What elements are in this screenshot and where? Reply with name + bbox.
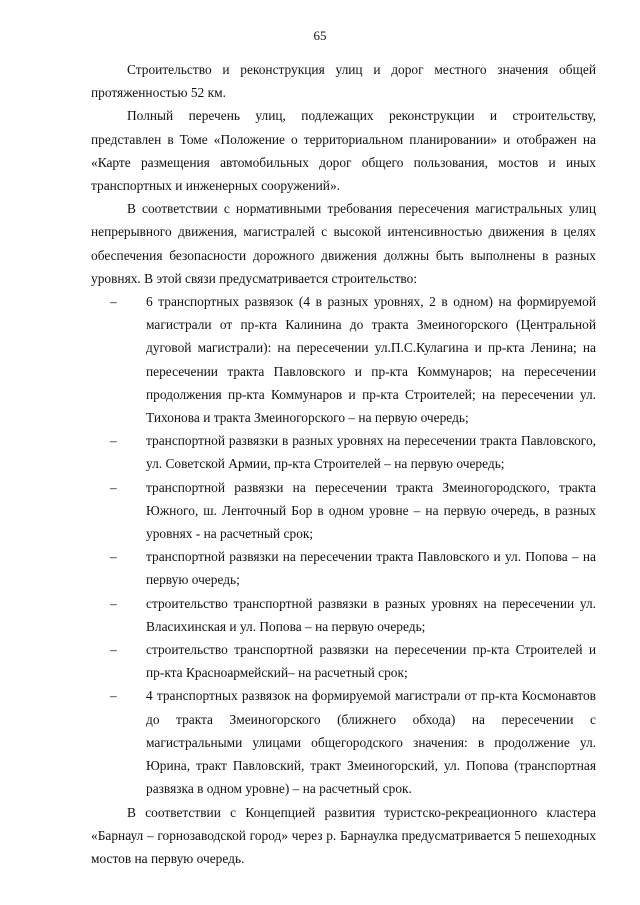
page-number: 65: [313, 28, 327, 43]
list-item: – 6 транспортных развязок (4 в разных уровнях, 2 в одном) на формируемой магистрали от пр-кта Калинина до тракта Змеиногорского (Центральной дуговой магистрали): на пересечении ул.П.С.Кулагина и пр-кта Ленина; на пересечении тракта Павловского и пр-кта Коммунаров; на пересечении продолжения пр-кта Коммунаров и пр-кта Строителей; на пересечении ул. Тихонова и тракта Змеиногорского – на первую очередь;: [146, 290, 596, 429]
list-item: – строительство транспортной развязки на пересечении пр-кта Строителей и пр-кта Красноармейский– на расчетный срок;: [146, 638, 596, 684]
list-item: – транспортной развязки на пересечении тракта Павловского и ул. Попова – на первую очередь;: [146, 545, 596, 591]
paragraph: Строительство и реконструкция улиц и дорог местного значения общей протяженностью 52 км.: [91, 62, 596, 101]
list-item: – строительство транспортной развязки в разных уровнях на пересечении ул. Власихинская и ул. Попова – на первую очередь;: [146, 592, 596, 638]
construction-list: [91, 290, 596, 800]
paragraph: В соответствии с Концепцией развития туристско-рекреационного кластера «Барнаул – горнозаводской город» через р. Барнаулка предусматривается 5 пешеходных мостов на первую очередь.: [91, 804, 596, 866]
paragraph: В соответствии с нормативными требования пересечения магистральных улиц непрерывного движения, магистралей с высокой интенсивностью движения в целях обеспечения безопасности дорожного движения должны быть выполнены в разных уровнях. В этой связи предусматривается строительство:: [91, 201, 596, 286]
list-item: – транспортной развязки на пересечении тракта Змеиногородского, тракта Южного, ш. Ленточный Бор в одном уровне – на первую очередь, в разных уровнях - на расчетный срок;: [146, 476, 596, 546]
list-item: – транспортной развязки в разных уровнях на пересечении тракта Павловского, ул. Советской Армии, пр-кта Строителей – на первую очередь;: [146, 429, 596, 475]
paragraph: Полный перечень улиц, подлежащих реконструкции и строительству, представлен в Томе «Положение о территориальном планировании» и отображен на «Карте размещения автомобильных дорог общего пользования, мостов и иных транспортных и инженерных сооружений».: [91, 108, 596, 194]
list-item: – 4 транспортных развязок на формируемой магистрали от пр-кта Космонавтов до тракта Змеиногорского (ближнего обхода) на пересечении с магистральными улицами общегородского значения: в продолжение ул. Юрина, тракт Павловский, тракт Змеиногорский, ул. Попова (транспортная развязка в одном уровне) – на расчетный срок.: [146, 684, 596, 800]
document-body: [91, 58, 596, 870]
